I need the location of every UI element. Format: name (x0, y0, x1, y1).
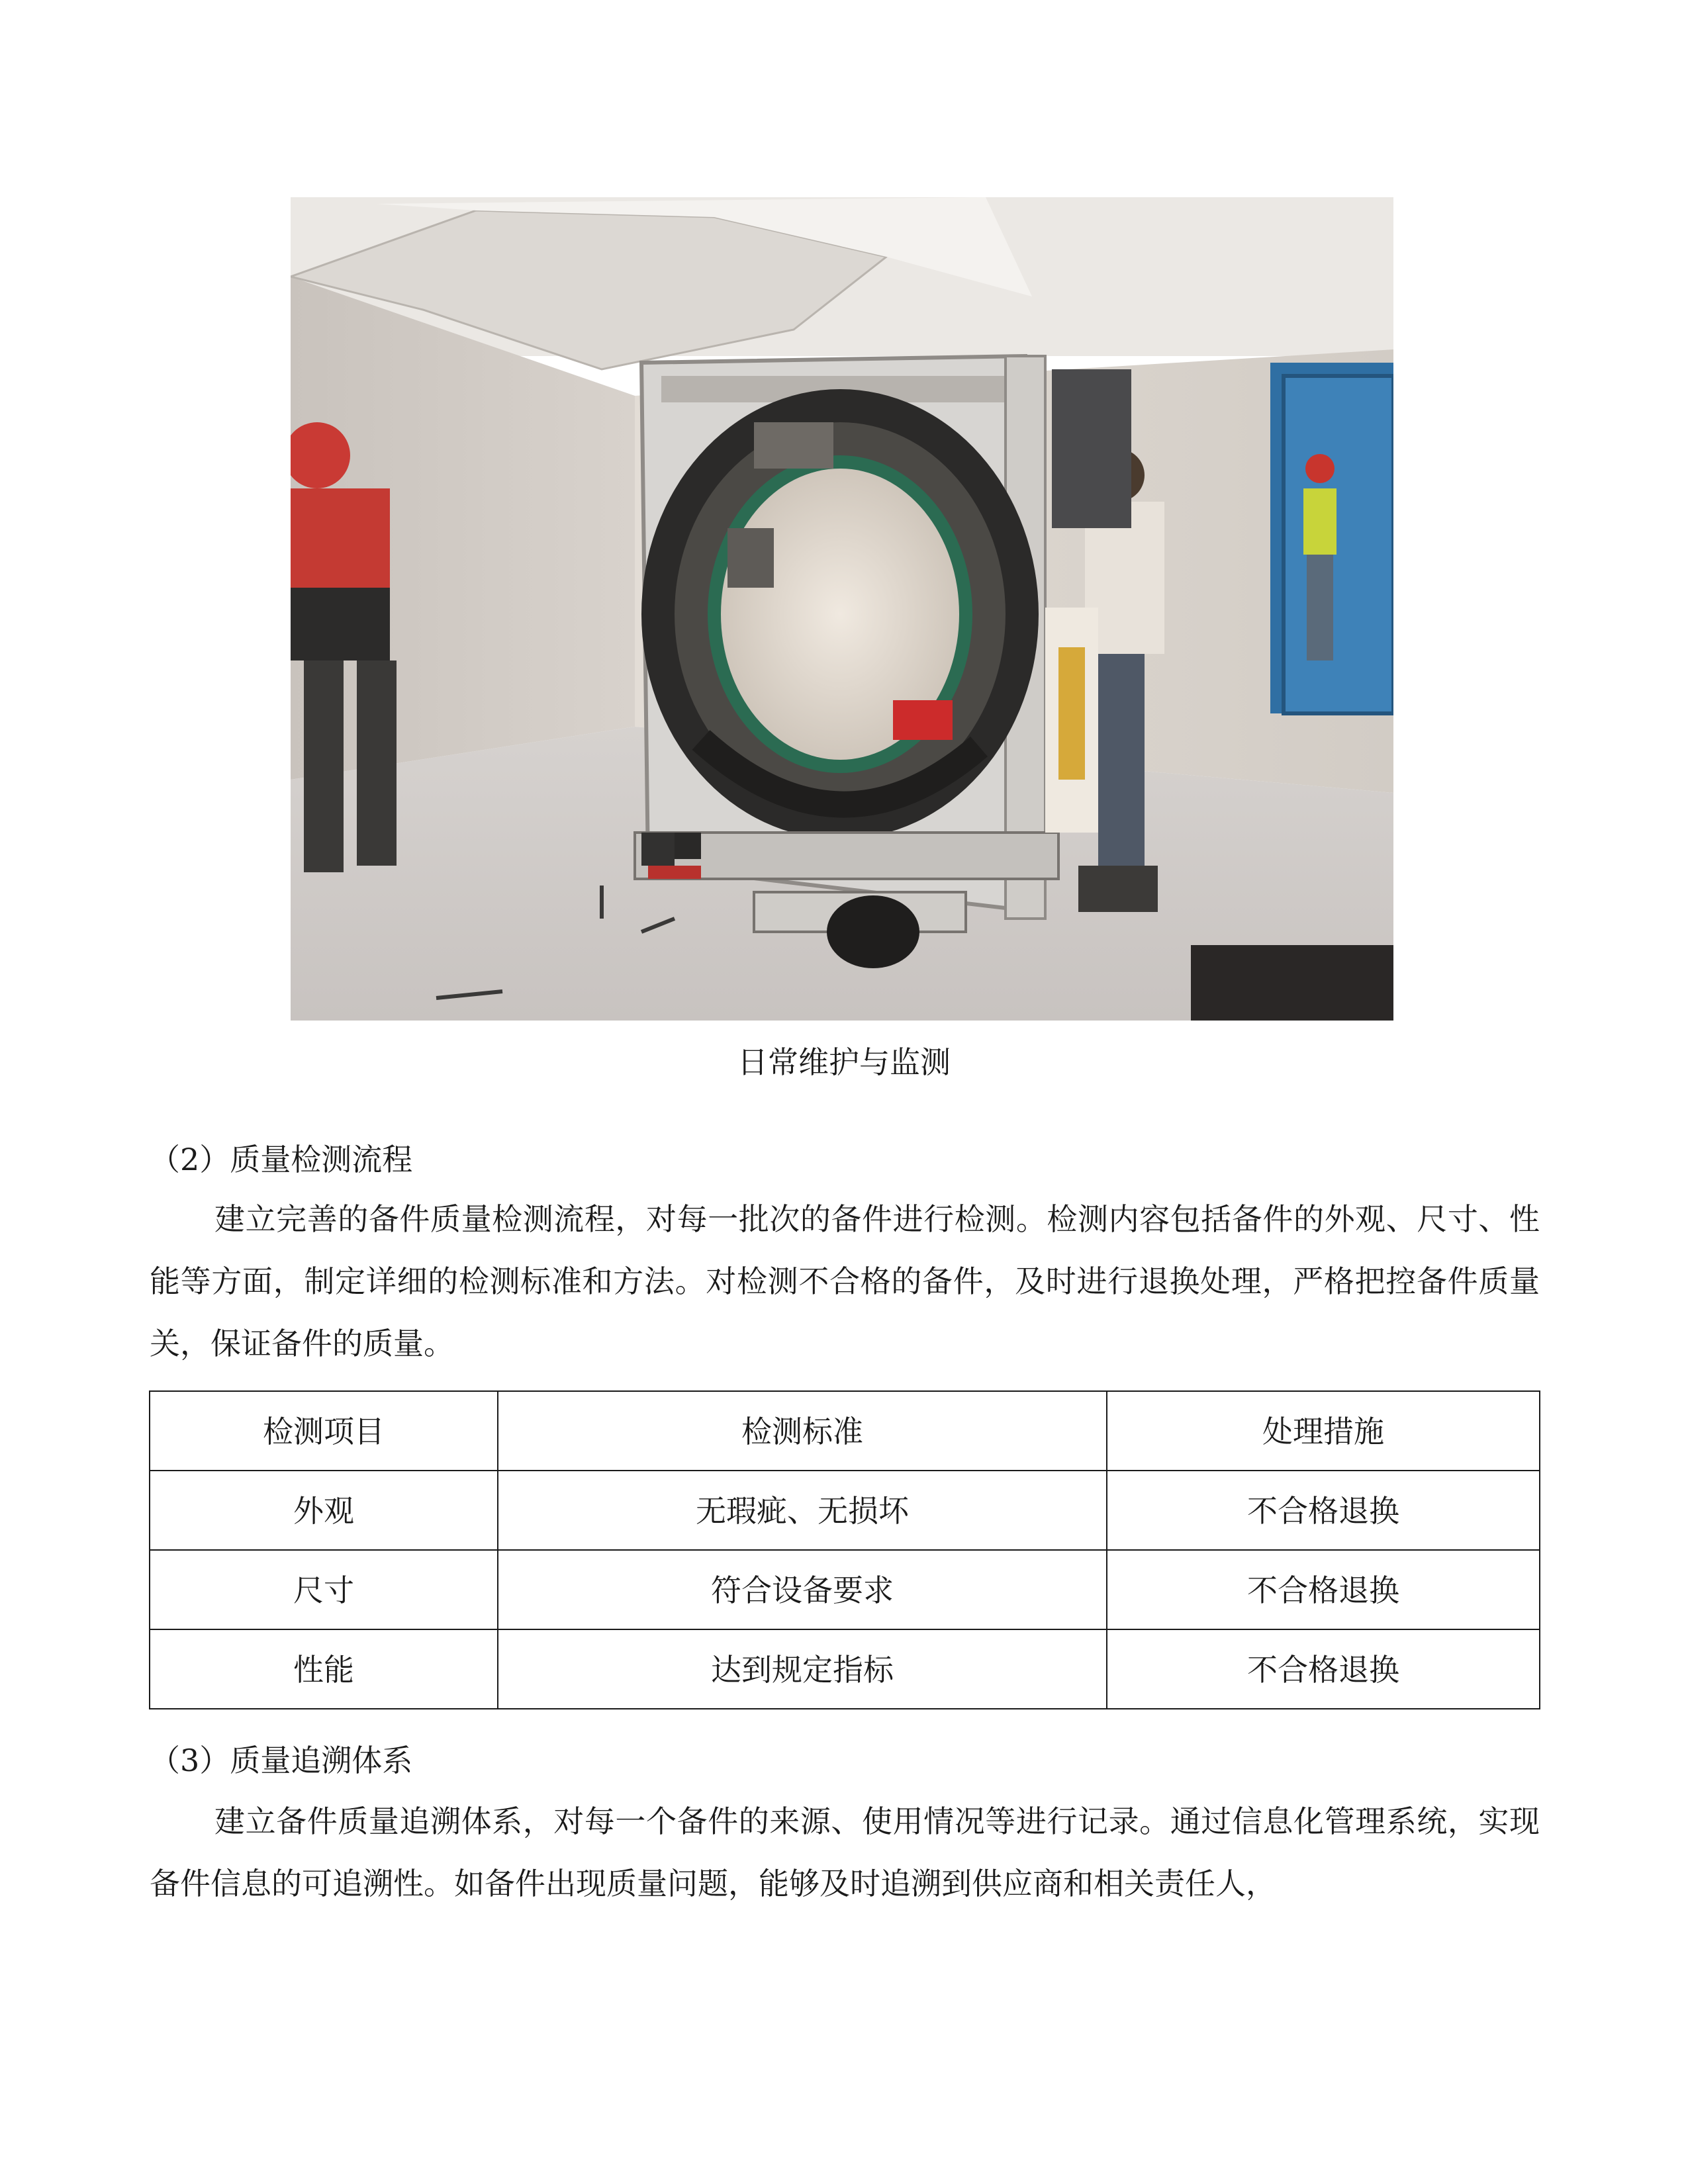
section-paragraph-quality-traceability: 建立备件质量追溯体系，对每一个备件的来源、使用情况等进行记录。通过信息化管理系统，实现备件信息的可追溯性。如备件出现质量问题，能够及时追溯到供应商和相关责任人， (150, 1803, 1540, 1901)
table-header-row (150, 1391, 1540, 1471)
table-header-cell: 检测项目 (150, 1391, 498, 1471)
table-row (150, 1550, 1540, 1629)
table-cell: 不合格退换 (1107, 1471, 1540, 1550)
table-cell: 尺寸 (150, 1550, 498, 1629)
section-paragraph-quality-inspection: 建立完善的备件质量检测流程，对每一批次的备件进行检测。检测内容包括备件的外观、尺寸、性能等方面，制定详细的检测标准和方法。对检测不合格的备件，及时进行退换处理，严格把控备件质量关，保证备件的质量。 (150, 1201, 1540, 1361)
inspection-table (149, 1390, 1540, 1709)
table-row (150, 1471, 1540, 1550)
table-header-cell: 检测标准 (498, 1391, 1107, 1471)
table-row (150, 1629, 1540, 1709)
ct-scanner-maintenance-photo (291, 197, 1393, 1021)
section-heading-quality-traceability: （3）质量追溯体系 (150, 1743, 413, 1778)
table-cell: 不合格退换 (1107, 1550, 1540, 1629)
figure-caption: 日常维护与监测 (737, 1044, 951, 1080)
section-heading-quality-inspection: （2）质量检测流程 (150, 1142, 413, 1177)
table-cell: 达到规定指标 (498, 1629, 1107, 1709)
table-header-cell: 处理措施 (1107, 1391, 1540, 1471)
table-cell: 外观 (150, 1471, 498, 1550)
table-cell: 性能 (150, 1629, 498, 1709)
table-cell: 不合格退换 (1107, 1629, 1540, 1709)
table-cell: 符合设备要求 (498, 1550, 1107, 1629)
table-cell: 无瑕疵、无损坏 (498, 1471, 1107, 1550)
